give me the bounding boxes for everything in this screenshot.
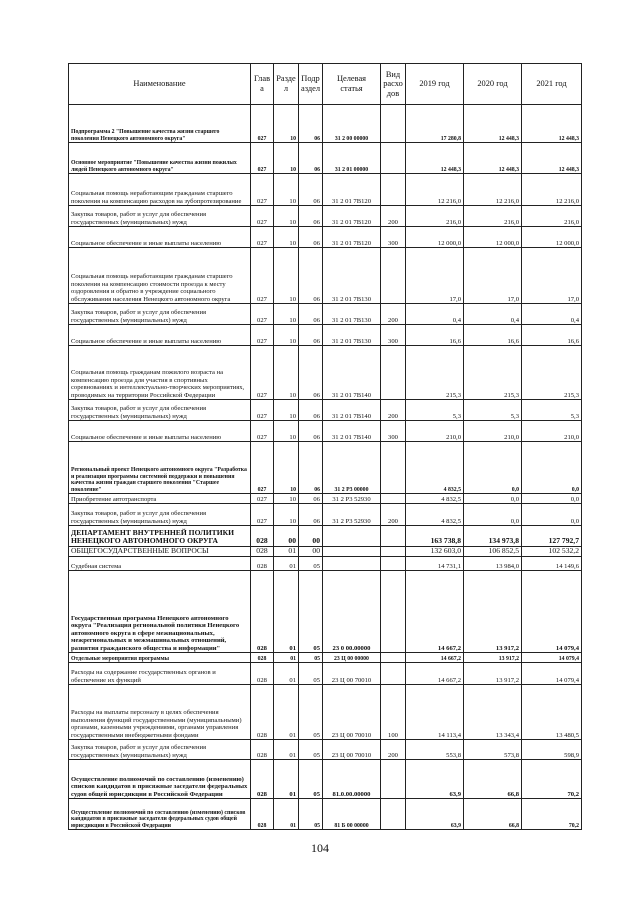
cell-y2019: 17,0 <box>406 248 464 304</box>
cell-y2020: 0,0 <box>464 494 522 504</box>
cell-glav: 028 <box>251 547 274 557</box>
cell-y2019: 17 280,8 <box>406 105 464 143</box>
cell-y2021: 5,3 <box>522 400 582 421</box>
cell-vid <box>381 248 406 304</box>
cell-y2021: 12 000,0 <box>522 227 582 248</box>
cell-glav: 028 <box>251 685 274 740</box>
cell-glav: 027 <box>251 174 274 206</box>
cell-y2020: 12 448,3 <box>464 105 522 143</box>
cell-razdel: 00 <box>274 526 299 547</box>
cell-y2019: 163 738,8 <box>406 526 464 547</box>
cell-name: Отдельные мероприятия программы <box>69 653 251 663</box>
cell-y2019: 12 216,0 <box>406 174 464 206</box>
cell-razdel: 10 <box>274 227 299 248</box>
table-row <box>69 526 582 547</box>
cell-y2019: 14 731,1 <box>406 557 464 571</box>
cell-target: 31 2 01 7В130 <box>323 248 381 304</box>
cell-glav: 028 <box>251 526 274 547</box>
cell-y2021: 16,6 <box>522 325 582 346</box>
cell-vid: 200 <box>381 740 406 760</box>
cell-y2019: 0,4 <box>406 304 464 325</box>
cell-y2020: 16,6 <box>464 325 522 346</box>
cell-y2021: 102 532,2 <box>522 547 582 557</box>
header-2019: 2019 год <box>406 64 464 105</box>
header-razdel: Разде л <box>274 64 299 105</box>
cell-name: Государственная программа Ненецкого автономного округа "Реализация региональной политики Ненецкого автономного округа в сфере межнациональных, межрегиональных и межмашинальных отношений, развития гражданского общества и информации" <box>69 571 251 653</box>
cell-razdel: 10 <box>274 143 299 174</box>
cell-podrazdel: 06 <box>299 442 323 494</box>
cell-podrazdel: 05 <box>299 685 323 740</box>
cell-y2019: 63,9 <box>406 799 464 830</box>
cell-y2020: 13 917,2 <box>464 653 522 663</box>
cell-razdel: 10 <box>274 442 299 494</box>
table-row <box>69 206 582 227</box>
cell-name: ДЕПАРТАМЕНТ ВНУТРЕННЕЙ ПОЛИТИКИ НЕНЕЦКОГО АВТОНОМНОГО ОКРУГА <box>69 526 251 547</box>
cell-target: 31 2 01 7В130 <box>323 304 381 325</box>
cell-vid <box>381 547 406 557</box>
cell-y2019: 14 667,2 <box>406 653 464 663</box>
cell-podrazdel: 05 <box>299 653 323 663</box>
table-row <box>69 421 582 442</box>
cell-y2020: 0,0 <box>464 442 522 494</box>
cell-y2019: 14 113,4 <box>406 685 464 740</box>
cell-y2019: 216,0 <box>406 206 464 227</box>
cell-target: 81 Б 00 00000 <box>323 799 381 830</box>
cell-glav: 027 <box>251 206 274 227</box>
cell-y2020: 0,0 <box>464 504 522 526</box>
cell-vid: 200 <box>381 400 406 421</box>
cell-glav: 028 <box>251 663 274 685</box>
cell-y2020: 573,8 <box>464 740 522 760</box>
cell-target: 31 2 P3 00000 <box>323 442 381 494</box>
cell-y2019: 5,3 <box>406 400 464 421</box>
cell-y2019: 12 448,3 <box>406 143 464 174</box>
header-2020: 2020 год <box>464 64 522 105</box>
cell-podrazdel: 06 <box>299 248 323 304</box>
cell-razdel: 01 <box>274 685 299 740</box>
cell-y2021: 598,9 <box>522 740 582 760</box>
cell-podrazdel: 05 <box>299 557 323 571</box>
cell-podrazdel: 06 <box>299 325 323 346</box>
cell-name: Социальная помощь неработающим гражданам старшего поколения на компенсацию расходов на зубопротезирование <box>69 174 251 206</box>
cell-vid <box>381 571 406 653</box>
table-row <box>69 653 582 663</box>
cell-name: Региональный проект Ненецкого автономного округа "Разработка и реализация программы системной поддержки и повышения качества жизни граждан старшего поколения "Старшее поколение" <box>69 442 251 494</box>
cell-podrazdel: 05 <box>299 571 323 653</box>
table-row <box>69 663 582 685</box>
cell-target: 31 2 01 7В120 <box>323 174 381 206</box>
cell-podrazdel: 06 <box>299 304 323 325</box>
cell-glav: 027 <box>251 442 274 494</box>
cell-razdel: 10 <box>274 400 299 421</box>
cell-name: Осуществление полномочий по составлению (изменению) списков кандидатов в присяжные заседатели федеральных судов общей юрисдикции в Российской Федерации <box>69 799 251 830</box>
cell-glav: 027 <box>251 105 274 143</box>
cell-name: Осуществление полномочий по составлению (изменению) списков кандидатов в присяжные заседатели федеральных судов общей юрисдикции в Российской Федерации <box>69 760 251 799</box>
cell-target: 23 0 00.00000 <box>323 571 381 653</box>
cell-glav: 028 <box>251 799 274 830</box>
cell-y2021: 127 792,7 <box>522 526 582 547</box>
table-row <box>69 760 582 799</box>
cell-glav: 027 <box>251 304 274 325</box>
cell-vid <box>381 442 406 494</box>
cell-y2021: 215,3 <box>522 346 582 400</box>
cell-vid <box>381 760 406 799</box>
cell-podrazdel: 00 <box>299 547 323 557</box>
cell-name: Закупка товаров, работ и услуг для обеспечения государственных (муниципальных) нужд <box>69 504 251 526</box>
cell-vid: 200 <box>381 206 406 227</box>
cell-razdel: 01 <box>274 547 299 557</box>
cell-vid <box>381 494 406 504</box>
cell-podrazdel: 06 <box>299 105 323 143</box>
cell-target: 31 2 01 7В120 <box>323 227 381 248</box>
cell-y2020: 0,4 <box>464 304 522 325</box>
cell-glav: 027 <box>251 227 274 248</box>
table-row <box>69 571 582 653</box>
cell-razdel: 10 <box>274 304 299 325</box>
cell-y2019: 14 667,2 <box>406 663 464 685</box>
cell-name: Расходы на выплаты персоналу в целях обеспечения выполнения функций государственными (муниципальными) органами, казенными учреждениями, органами управления государственными внебюджетными фондами <box>69 685 251 740</box>
cell-vid <box>381 557 406 571</box>
cell-y2019: 4 832,5 <box>406 494 464 504</box>
cell-vid <box>381 653 406 663</box>
cell-target: 81.0.00.00000 <box>323 760 381 799</box>
cell-vid <box>381 174 406 206</box>
cell-glav: 028 <box>251 760 274 799</box>
cell-y2021: 12 448,3 <box>522 143 582 174</box>
header-2021: 2021 год <box>522 64 582 105</box>
cell-glav: 028 <box>251 571 274 653</box>
header-target: Целевая статья <box>323 64 381 105</box>
cell-target: 31 2 00 00000 <box>323 105 381 143</box>
cell-y2020: 17,0 <box>464 248 522 304</box>
cell-podrazdel: 06 <box>299 346 323 400</box>
table-row <box>69 105 582 143</box>
cell-y2021: 210,0 <box>522 421 582 442</box>
cell-razdel: 01 <box>274 799 299 830</box>
cell-y2021: 14 079,4 <box>522 571 582 653</box>
cell-podrazdel: 06 <box>299 504 323 526</box>
cell-razdel: 01 <box>274 663 299 685</box>
cell-target: 23 Ц 00 70010 <box>323 685 381 740</box>
cell-glav: 027 <box>251 400 274 421</box>
cell-y2019: 215,3 <box>406 346 464 400</box>
cell-vid: 300 <box>381 325 406 346</box>
cell-y2019: 14 667,2 <box>406 571 464 653</box>
cell-name: Социальное обеспечение и иные выплаты населению <box>69 421 251 442</box>
cell-target <box>323 557 381 571</box>
cell-glav: 028 <box>251 653 274 663</box>
cell-razdel: 01 <box>274 653 299 663</box>
table-row <box>69 494 582 504</box>
table-row <box>69 304 582 325</box>
cell-name: Закупка товаров, работ и услуг для обеспечения государственных (муниципальных) нужд <box>69 304 251 325</box>
header-name: Наименование <box>69 64 251 105</box>
cell-vid: 200 <box>381 504 406 526</box>
cell-razdel: 10 <box>274 174 299 206</box>
cell-y2019: 553,8 <box>406 740 464 760</box>
cell-y2021: 0,0 <box>522 504 582 526</box>
cell-name: Социальная помощь гражданам пожилого возраста на компенсацию проезда для участия в спортивных соревнованиях и интеллектуально-творческих мероприятиях, проводимых на территории Российской Федерации <box>69 346 251 400</box>
cell-y2021: 70,2 <box>522 760 582 799</box>
cell-name: Закупка товаров, работ и услуг для обеспечения государственных (муниципальных) нужд <box>69 400 251 421</box>
cell-y2020: 13 917,2 <box>464 663 522 685</box>
cell-vid <box>381 799 406 830</box>
cell-name: Социальное обеспечение и иные выплаты населению <box>69 325 251 346</box>
cell-y2021: 216,0 <box>522 206 582 227</box>
cell-razdel: 10 <box>274 105 299 143</box>
cell-vid: 300 <box>381 227 406 248</box>
cell-y2021: 14 079,4 <box>522 663 582 685</box>
cell-y2020: 215,3 <box>464 346 522 400</box>
table-row <box>69 442 582 494</box>
cell-razdel: 10 <box>274 346 299 400</box>
header-row <box>69 64 582 105</box>
cell-target: 31 2 01 7В140 <box>323 400 381 421</box>
cell-podrazdel: 05 <box>299 663 323 685</box>
cell-target: 23 Ц 00 70010 <box>323 740 381 760</box>
cell-y2020: 12 000,0 <box>464 227 522 248</box>
table-row <box>69 799 582 830</box>
table-row <box>69 557 582 571</box>
table-row <box>69 685 582 740</box>
cell-target: 31 2 01 7В120 <box>323 206 381 227</box>
cell-target: 23 Ц 00 00000 <box>323 653 381 663</box>
page-number: 104 <box>311 841 329 855</box>
cell-razdel: 01 <box>274 740 299 760</box>
cell-target: 31 2 P3 52930 <box>323 504 381 526</box>
header-glav: Глав а <box>251 64 274 105</box>
cell-y2019: 63,9 <box>406 760 464 799</box>
cell-name: Приобретение автотранспорта <box>69 494 251 504</box>
cell-razdel: 01 <box>274 760 299 799</box>
cell-y2021: 70,2 <box>522 799 582 830</box>
cell-podrazdel: 00 <box>299 526 323 547</box>
cell-podrazdel: 06 <box>299 143 323 174</box>
cell-podrazdel: 05 <box>299 799 323 830</box>
table-row <box>69 547 582 557</box>
cell-y2020: 5,3 <box>464 400 522 421</box>
cell-razdel: 10 <box>274 325 299 346</box>
header-vid: Вид расхо дов <box>381 64 406 105</box>
cell-y2020: 106 852,5 <box>464 547 522 557</box>
cell-vid <box>381 105 406 143</box>
cell-y2021: 12 448,3 <box>522 105 582 143</box>
table-row <box>69 346 582 400</box>
table-row <box>69 325 582 346</box>
cell-podrazdel: 06 <box>299 206 323 227</box>
table-row <box>69 143 582 174</box>
cell-name: Закупка товаров, работ и услуг для обеспечения государственных (муниципальных) нужд <box>69 740 251 760</box>
cell-target: 31 2 01 7В140 <box>323 421 381 442</box>
cell-y2019: 132 603,0 <box>406 547 464 557</box>
cell-y2019: 12 000,0 <box>406 227 464 248</box>
cell-y2021: 0,0 <box>522 442 582 494</box>
cell-name: Судебная система <box>69 557 251 571</box>
cell-razdel: 10 <box>274 504 299 526</box>
cell-y2020: 13 917,2 <box>464 571 522 653</box>
cell-y2020: 134 973,8 <box>464 526 522 547</box>
cell-glav: 027 <box>251 421 274 442</box>
cell-podrazdel: 06 <box>299 400 323 421</box>
cell-vid: 100 <box>381 685 406 740</box>
cell-vid <box>381 143 406 174</box>
cell-razdel: 01 <box>274 557 299 571</box>
table-row <box>69 504 582 526</box>
cell-name: Основное мероприятие "Повышение качества жизни пожилых людей Ненецкого автономного округа" <box>69 143 251 174</box>
cell-target: 31 2 01 00000 <box>323 143 381 174</box>
cell-y2021: 13 480,5 <box>522 685 582 740</box>
cell-y2019: 210,0 <box>406 421 464 442</box>
cell-name: Расходы на содержание государственных органов и обеспечение их функций <box>69 663 251 685</box>
cell-name: Закупка товаров, работ и услуг для обеспечения государственных (муниципальных) нужд <box>69 206 251 227</box>
cell-y2019: 16,6 <box>406 325 464 346</box>
cell-podrazdel: 06 <box>299 421 323 442</box>
cell-y2020: 12 216,0 <box>464 174 522 206</box>
cell-y2020: 12 448,3 <box>464 143 522 174</box>
cell-y2021: 0,4 <box>522 304 582 325</box>
cell-vid: 200 <box>381 304 406 325</box>
cell-target: 31 2 01 7В140 <box>323 346 381 400</box>
cell-razdel: 10 <box>274 206 299 227</box>
cell-target <box>323 526 381 547</box>
table-row <box>69 227 582 248</box>
cell-y2020: 210,0 <box>464 421 522 442</box>
cell-y2021: 12 216,0 <box>522 174 582 206</box>
cell-glav: 027 <box>251 143 274 174</box>
cell-name: Социальное обеспечение и иные выплаты населению <box>69 227 251 248</box>
cell-y2020: 216,0 <box>464 206 522 227</box>
header-podrazdel: Подр аздел <box>299 64 323 105</box>
cell-y2020: 13 984,0 <box>464 557 522 571</box>
cell-glav: 027 <box>251 494 274 504</box>
cell-name: ОБЩЕГОСУДАРСТВЕННЫЕ ВОПРОСЫ <box>69 547 251 557</box>
cell-razdel: 10 <box>274 494 299 504</box>
cell-glav: 027 <box>251 346 274 400</box>
cell-glav: 028 <box>251 740 274 760</box>
cell-target: 31 2 P3 52930 <box>323 494 381 504</box>
cell-y2021: 17,0 <box>522 248 582 304</box>
cell-y2021: 0,0 <box>522 494 582 504</box>
cell-vid <box>381 663 406 685</box>
table-row <box>69 248 582 304</box>
cell-vid: 300 <box>381 421 406 442</box>
table-row <box>69 174 582 206</box>
cell-glav: 027 <box>251 248 274 304</box>
cell-target: 31 2 01 7В130 <box>323 325 381 346</box>
cell-glav: 028 <box>251 557 274 571</box>
budget-table <box>68 63 582 830</box>
cell-glav: 027 <box>251 325 274 346</box>
cell-y2019: 4 832,5 <box>406 504 464 526</box>
cell-podrazdel: 06 <box>299 227 323 248</box>
table-row <box>69 400 582 421</box>
cell-y2021: 14 079,4 <box>522 653 582 663</box>
cell-y2020: 13 343,4 <box>464 685 522 740</box>
cell-razdel: 10 <box>274 421 299 442</box>
table-row <box>69 740 582 760</box>
cell-y2020: 66,8 <box>464 760 522 799</box>
cell-y2021: 14 149,6 <box>522 557 582 571</box>
cell-name: Социальная помощь неработающим гражданам старшего поколения на компенсацию стоимости проезда к месту оздоровления и обратно в учреждение социального обслуживания населения Ненецкого автономного округа <box>69 248 251 304</box>
cell-name: Подпрограмма 2 "Повышение качества жизни старшего поколения Ненецкого автономного округа" <box>69 105 251 143</box>
cell-podrazdel: 06 <box>299 174 323 206</box>
cell-vid <box>381 346 406 400</box>
cell-y2020: 66,8 <box>464 799 522 830</box>
cell-podrazdel: 06 <box>299 494 323 504</box>
cell-podrazdel: 05 <box>299 740 323 760</box>
cell-razdel: 10 <box>274 248 299 304</box>
cell-target <box>323 547 381 557</box>
cell-y2019: 4 832,5 <box>406 442 464 494</box>
cell-razdel: 01 <box>274 571 299 653</box>
cell-vid <box>381 526 406 547</box>
cell-podrazdel: 05 <box>299 760 323 799</box>
cell-glav: 027 <box>251 504 274 526</box>
cell-target: 23 Ц 00 70010 <box>323 663 381 685</box>
